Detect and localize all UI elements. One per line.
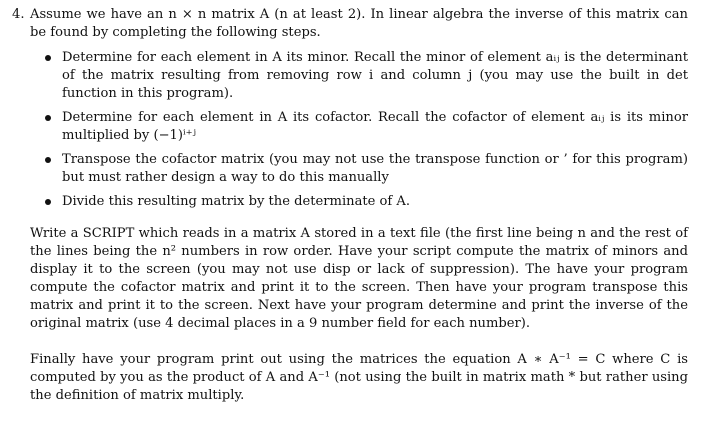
problem-4: [12, 6, 688, 405]
problem-number: 4.: [12, 7, 25, 22]
step-item-divide: [12, 193, 688, 211]
step-item-transpose: [12, 151, 688, 187]
step-item-cofactor: [12, 109, 688, 145]
step-text: Determine for each element in A its cofactor. Recall the cofactor of element aᵢⱼ is its minor multiplied by (−1)ⁱ⁺ʲ: [62, 110, 688, 143]
script-paragraph: Write a SCRIPT which reads in a matrix A stored in a text file (the first line being n and the rest of the lines being the n² numbers in row order. Have your script compute the matrix of minors and display it to the screen (you may not use disp or lack of suppression). The have your program compute the cofactor matrix and print it to the screen. Then have your program transpose this matrix and print it to the screen. Next have your program determine and print the inverse of the original matrix (use 4 decimal places in a 9 number field for each number).: [30, 226, 688, 331]
bullet-icon: [45, 55, 51, 61]
final-paragraph: Finally have your program print out using the matrices the equation A ∗ A⁻¹ = C where C is computed by you as the product of A and A⁻¹ (not using the built in matrix math * but rather using the definition of matrix multiply.: [30, 352, 688, 403]
bullet-icon: [45, 199, 51, 205]
step-text: Determine for each element in A its minor. Recall the minor of element aᵢⱼ is the determinant of the matrix resulting from removing row i and column j (you may use the built in det function in this program).: [62, 50, 688, 101]
problem-intro: [12, 6, 688, 42]
intro-text: Assume we have an n × n matrix A (n at least 2). In linear algebra the inverse of this matrix can be found by completing the following steps.: [30, 7, 688, 40]
step-text: Transpose the cofactor matrix (you may not use the transpose function or ’ for this program) but must rather design a way to do this manually: [62, 152, 688, 185]
steps-list: [12, 49, 688, 211]
bullet-icon: [45, 115, 51, 121]
bullet-icon: [45, 157, 51, 163]
step-item-minor: [12, 49, 688, 103]
step-text: Divide this resulting matrix by the determinate of A.: [62, 194, 411, 209]
